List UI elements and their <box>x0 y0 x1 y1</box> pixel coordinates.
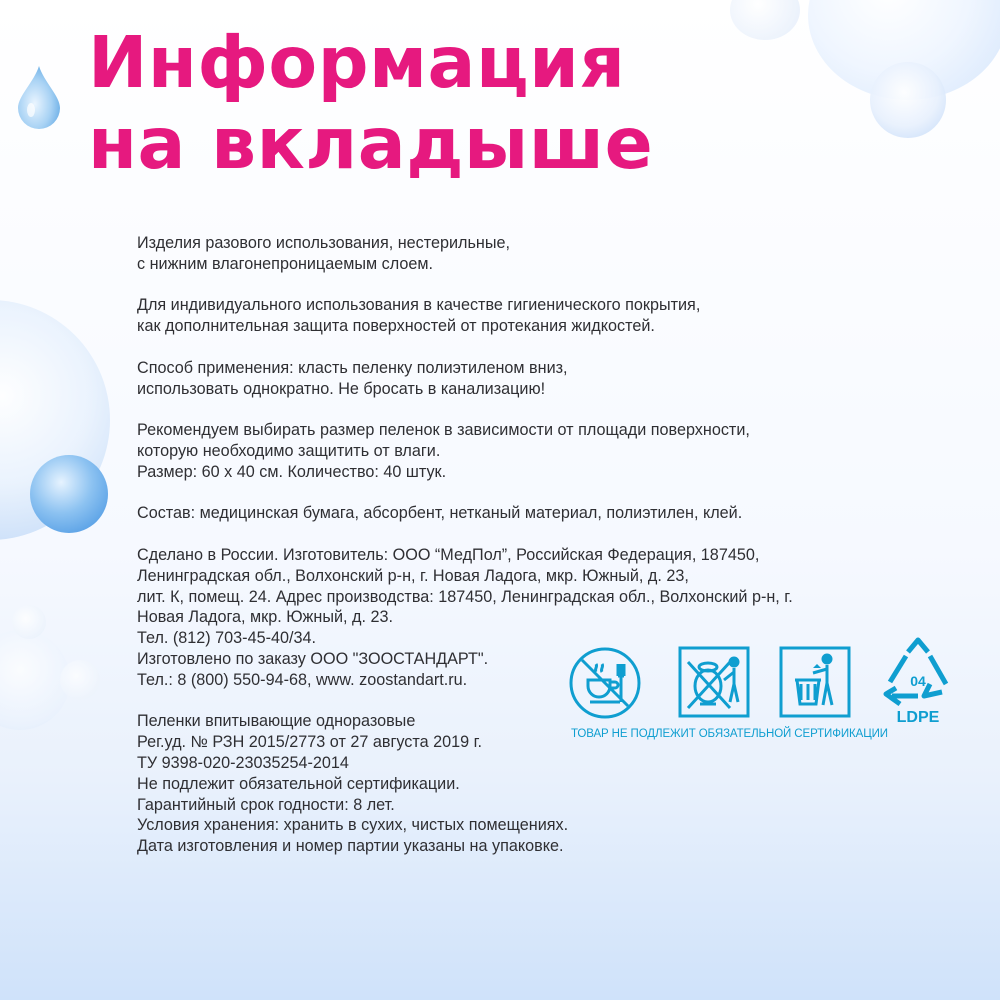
decorative-bubble <box>12 605 46 639</box>
text-line: использовать однократно. Не бросать в канализацию! <box>137 379 546 398</box>
text-line: Новая Ладога, мкр. Южный, д. 23. <box>137 608 393 627</box>
do-not-flush-icon <box>678 646 750 718</box>
decorative-bubble <box>30 455 108 533</box>
text-line: Гарантийный срок годности: 8 лет. <box>137 795 395 814</box>
text-line: с нижним влагонепроницаемым слоем. <box>137 254 433 273</box>
text-line: Размер: 60 х 40 см. Количество: 40 штук. <box>137 462 447 481</box>
text-line: Способ применения: класть пеленку полиэтиленом вниз, <box>137 358 568 377</box>
dispose-in-bin-icon <box>779 646 851 718</box>
text-line: Для индивидуального использования в качестве гигиенического покрытия, <box>137 296 701 315</box>
paragraph <box>137 233 827 275</box>
paragraph <box>137 295 827 337</box>
decorative-bubble <box>870 62 946 138</box>
text-line: Тел. (812) 703-45-40/34. <box>137 629 316 648</box>
text-line: Состав: медицинская бумага, абсорбент, нетканый материал, полиэтилен, клей. <box>137 504 743 523</box>
title-line: на вкладыше <box>88 102 654 185</box>
decorative-bubble <box>730 0 800 40</box>
text-line: Дата изготовления и номер партии указаны на упаковке. <box>137 837 564 856</box>
text-line: Рекомендуем выбирать размер пеленок в зависимости от площади поверхности, <box>137 421 750 440</box>
paragraph <box>137 358 827 400</box>
text-line: Рег.уд. № РЗН 2015/2773 от 27 августа 2019 г. <box>137 733 483 752</box>
text-line: Пеленки впитывающие одноразовые <box>137 712 416 731</box>
text-line: лит. К, помещ. 24. Адрес производства: 187450, Ленинградская обл., Волхонский р-н, г. <box>137 587 793 606</box>
text-line: ТУ 9398-020-23035254-2014 <box>137 753 349 772</box>
text-line: Не подлежит обязательной сертификации. <box>137 774 460 793</box>
title-line: Информация <box>88 21 626 104</box>
text-line: Изделия разового использования, нестерильные, <box>137 234 510 252</box>
text-line: Ленинградская обл., Волхонский р-н, г. Новая Ладога, мкр. Южный, д. 23, <box>137 566 689 585</box>
text-line: Тел.: 8 (800) 550-94-68, www. zoostandart.ru. <box>137 670 468 689</box>
text-line: Изготовлено по заказу ООО "ЗООСТАНДАРТ". <box>137 649 489 668</box>
recycle-material: LDPE <box>896 709 940 726</box>
recycle-ldpe-icon <box>878 636 958 728</box>
insert-text <box>137 233 827 878</box>
water-drop-icon <box>14 64 64 130</box>
paragraph <box>137 503 827 524</box>
certification-note: ТОВАР НЕ ПОДЛЕЖИТ ОБЯЗАТЕЛЬНОЙ СЕРТИФИКАЦИИ <box>571 728 888 740</box>
text-line: как дополнительная защита поверхностей от протекания жидкостей. <box>137 317 655 336</box>
paragraph <box>137 420 827 482</box>
page-title <box>88 22 653 184</box>
decorative-bubble <box>60 660 100 700</box>
not-for-food-icon <box>568 646 642 720</box>
text-line: которую необходимо защитить от влаги. <box>137 441 441 460</box>
text-line: Условия хранения: хранить в сухих, чистых помещениях. <box>137 816 569 835</box>
text-line: Сделано в России. Изготовитель: ООО “МедПол”, Российская Федерация, 187450, <box>137 545 760 564</box>
recycle-number: 04 <box>910 673 926 689</box>
